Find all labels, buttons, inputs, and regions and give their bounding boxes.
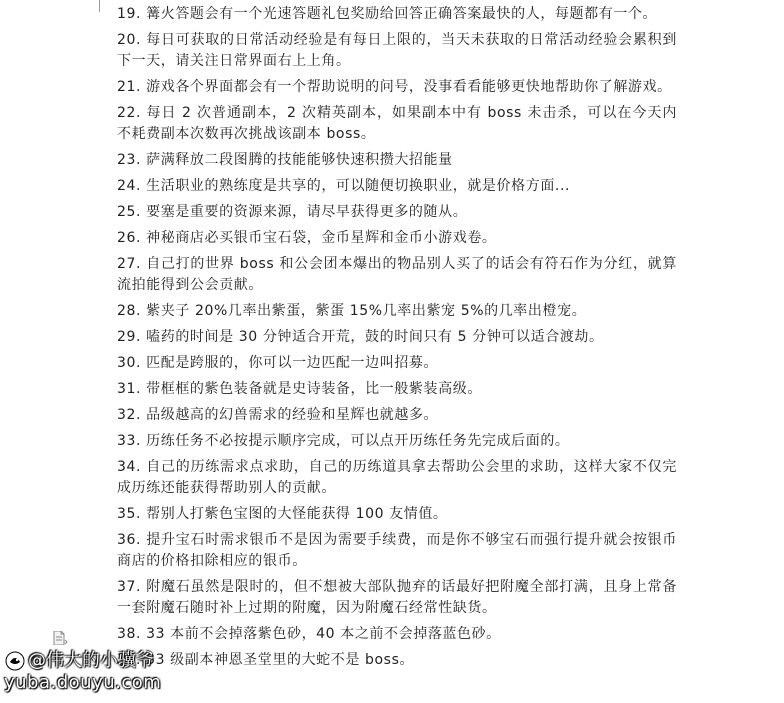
document-icon[interactable] xyxy=(52,630,68,644)
list-item: 26. 神秘商店必买银币宝石袋，金币星辉和金币小游戏卷。 xyxy=(117,230,497,246)
page-margin-mark xyxy=(99,0,100,12)
list-item: 29. 嗑药的时间是 30 分钟适合开荒，鼓的时间只有 5 分钟可以适合渡劫。 xyxy=(117,329,604,345)
list-item: 25. 要塞是重要的资源来源，请尽早获得更多的随从。 xyxy=(117,204,468,220)
list-item: 21. 游戏各个界面都会有一个帮助说明的问号，没事看看能够更快地帮助你了解游戏。 xyxy=(117,79,672,95)
list-item: 37. 附魔石虽然是限时的，但不想被大部队抛弃的话最好把附魔全部打满，且身上常备一套附魔石随时补上过期的附魔，因为附魔石经常性缺货。 xyxy=(117,579,677,616)
list-item: 36. 提升宝石时需求银币不是因为需要手续费，而是你不够宝石而强行提升就会按银币商店的价格扣除相应的银币。 xyxy=(117,532,677,569)
list-item: 32. 品级越高的幻兽需求的经验和星辉也就越多。 xyxy=(117,407,439,423)
list-item: 31. 带框框的紫色装备就是史诗装备，比一般紫装高级。 xyxy=(117,381,482,397)
list-item: 33. 历练任务不必按提示顺序完成，可以点开历练任务先完成后面的。 xyxy=(117,433,570,449)
douyu-logo-icon xyxy=(4,650,26,672)
list-item: 38. 33 本前不会掉落紫色砂，40 本之前不会掉落蓝色砂。 xyxy=(117,626,501,642)
list-item: 19. 篝火答题会有一个光速答题礼包奖励给回答正确答案最快的人，每题都有一个。 xyxy=(117,6,658,22)
watermark xyxy=(4,650,161,694)
list-item: 39. 33 级副本神恩圣堂里的大蛇不是 boss。 xyxy=(117,652,415,668)
list-item: 20. 每日可获取的日常活动经验是有每日上限的，当天未获取的日常活动经验会累积到下一天，请关注日常界面右上上角。 xyxy=(117,32,677,69)
document-body xyxy=(117,4,677,676)
list-item: 28. 紫夹子 20%几率出紫蛋，紫蛋 15%几率出紫宠 5%的几率出橙宠。 xyxy=(117,303,587,319)
list-item: 27. 自己打的世界 boss 和公会团本爆出的物品别人买了的话会有符石作为分红，就算流拍能得到公会贡献。 xyxy=(117,256,677,293)
watermark-site: yuba.douyu.com xyxy=(4,672,162,693)
list-item: 24. 生活职业的熟练度是共享的，可以随便切换职业，就是价格方面... xyxy=(117,178,571,194)
list-item: 22. 每日 2 次普通副本，2 次精英副本，如果副本中有 boss 未击杀，可以在今天内不耗费副本次数再次挑战该副本 boss。 xyxy=(117,105,677,142)
watermark-author: @伟大的小骥爷 xyxy=(28,650,154,671)
list-item: 35. 帮别人打紫色宝图的大怪能获得 100 友情值。 xyxy=(117,506,448,522)
list-item: 30. 匹配是跨服的，你可以一边匹配一边叫招募。 xyxy=(117,355,439,371)
list-item: 34. 自己的历练需求点求助，自己的历练道具拿去帮助公会里的求助，这样大家不仅完成历练还能获得帮助别人的贡献。 xyxy=(117,459,677,496)
list-item: 23. 萨满释放二段图腾的技能能够快速积攒大招能量 xyxy=(117,152,453,168)
